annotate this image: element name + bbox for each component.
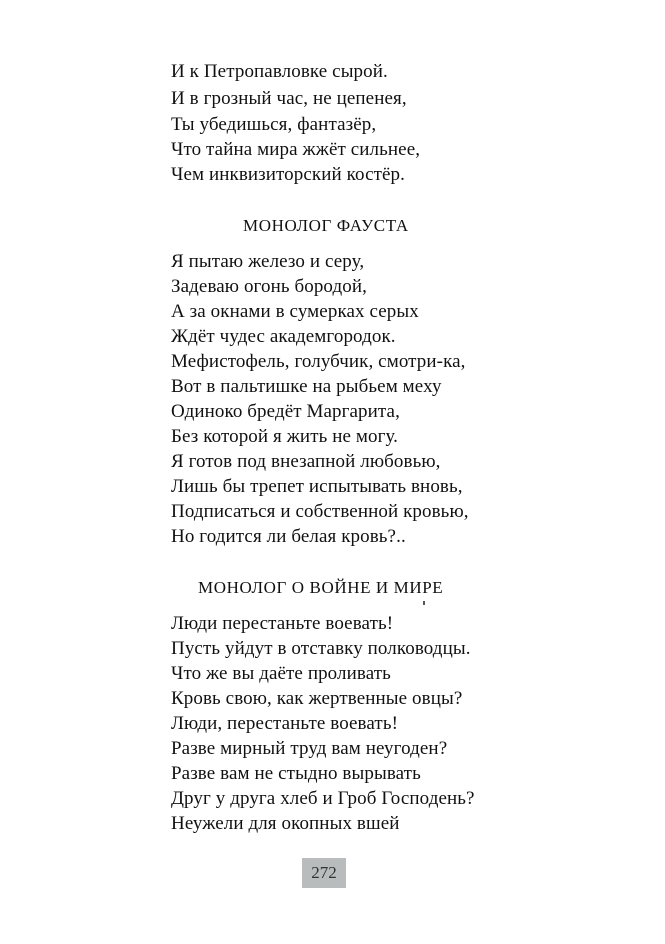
verse-line: Я готов под внезапной любовью, xyxy=(171,451,441,472)
verse-line: Люди, перестаньте воевать! xyxy=(171,713,399,734)
verse-line: Ты убедишься, фантазёр, xyxy=(171,114,377,135)
verse-line: Мефистофель, голубчик, смотри-ка, xyxy=(171,351,466,372)
verse-line: Я пытаю железо и серу, xyxy=(171,251,365,272)
verse-line: И в грозный час, не цепенея, xyxy=(171,88,407,109)
verse-line: Ждёт чудес академгородок. xyxy=(171,326,396,347)
verse-line: Люди перестаньте воевать! xyxy=(171,613,394,634)
verse-line: Одиноко бредёт Маргарита, xyxy=(171,401,400,422)
print-speck xyxy=(423,601,425,605)
poem-title: МОНОЛОГ ФАУСТА xyxy=(243,216,409,235)
verse-line: Что тайна мира жжёт сильнее, xyxy=(171,139,421,160)
verse-line: Подписаться и собственной кровью, xyxy=(171,501,469,522)
page-number: 272 xyxy=(302,858,346,888)
verse-line: Неужели для окопных вшей xyxy=(171,813,400,834)
verse-line: Но годится ли белая кровь?.. xyxy=(171,526,406,547)
verse-line: Без которой я жить не могу. xyxy=(171,426,399,447)
verse-line: Друг у друга хлеб и Гроб Господень? xyxy=(171,788,475,809)
poem-title: МОНОЛОГ О ВОЙНЕ И МИРЕ xyxy=(198,578,444,597)
verse-line: Лишь бы трепет испытывать вновь, xyxy=(171,476,463,497)
verse-line: Пусть уйдут в отставку полководцы. xyxy=(171,638,471,659)
verse-line: Разве вам не стыдно вырывать xyxy=(171,763,421,784)
verse-line: Что же вы даёте проливать xyxy=(171,663,391,684)
verse-line: Задеваю огонь бородой, xyxy=(171,276,367,297)
verse-line: Чем инквизиторский костёр. xyxy=(171,164,405,185)
verse-line: Вот в пальтишке на рыбьем меху xyxy=(171,376,442,397)
verse-line: Разве мирный труд вам неугоден? xyxy=(171,738,448,759)
verse-line: И к Петропавловке сырой. xyxy=(171,61,388,82)
verse-line: Кровь свою, как жертвенные овцы? xyxy=(171,688,463,709)
verse-line: А за окнами в сумерках серых xyxy=(171,301,419,322)
